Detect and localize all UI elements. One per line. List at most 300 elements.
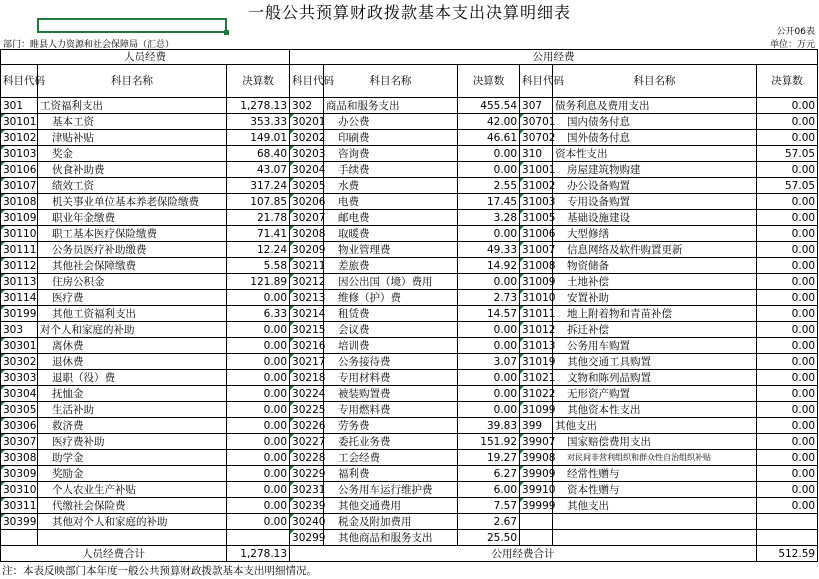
subject-code: 399 xyxy=(520,418,553,434)
amount-value: 0.00 xyxy=(757,418,818,434)
amount-value: 0.00 xyxy=(757,434,818,450)
subject-name: 房屋建筑物购建 xyxy=(553,162,757,178)
subject-name: 其他支出 xyxy=(553,418,757,434)
subject-name: 资本性赠与 xyxy=(553,482,757,498)
subject-code: 30299 xyxy=(290,530,324,546)
amount-value: 6.27 xyxy=(458,466,520,482)
subject-code: 307 xyxy=(520,98,553,114)
amount-value: 57.05 xyxy=(757,146,818,162)
subject-name: 奖金 xyxy=(38,146,227,162)
subject-code: 30101 xyxy=(1,114,38,130)
subject-code: 31009 xyxy=(520,274,553,290)
subject-name: 其他对个人和家庭的补助 xyxy=(38,514,227,530)
amount-value: 0.00 xyxy=(757,194,818,210)
subject-code: 30309 xyxy=(1,466,38,482)
subject-code: 30224 xyxy=(290,386,324,402)
subject-name: 工会经费 xyxy=(324,450,458,466)
subject-name: 对个人和家庭的补助 xyxy=(38,322,227,338)
subject-code: 30239 xyxy=(290,498,324,514)
subject-name: 办公费 xyxy=(324,114,458,130)
subject-code: 30399 xyxy=(1,514,38,530)
unit-label: 单位：万元 xyxy=(769,40,815,50)
subject-name: 职业年金缴费 xyxy=(38,210,227,226)
personnel-group-header: 人员经费 xyxy=(1,50,290,65)
amount-value: 57.05 xyxy=(757,178,818,194)
subject-name: 救济费 xyxy=(38,418,227,434)
subject-code: 31008 xyxy=(520,258,553,274)
subject-name: 印刷费 xyxy=(324,130,458,146)
amount-value: 43.07 xyxy=(227,162,290,178)
subject-code: 31005 xyxy=(520,210,553,226)
subject-name: 邮电费 xyxy=(324,210,458,226)
amount-value: 14.57 xyxy=(458,306,520,322)
table-row xyxy=(1,242,818,258)
amount-value: 0.00 xyxy=(757,466,818,482)
subject-code: 30702 xyxy=(520,130,553,146)
amount-value: 151.92 xyxy=(458,434,520,450)
amount-value: 0.00 xyxy=(227,354,290,370)
subject-name: 其他交通工具购置 xyxy=(553,354,757,370)
subject-name: 职工基本医疗保险缴费 xyxy=(38,226,227,242)
subject-name: 无形资产购置 xyxy=(553,386,757,402)
subject-name: 公务用车购置 xyxy=(553,338,757,354)
subject-name: 离休费 xyxy=(38,338,227,354)
subject-name: 安置补助 xyxy=(553,290,757,306)
amount-value: 5.58 xyxy=(227,258,290,274)
page-title: 一般公共预算财政拨款基本支出决算明细表 xyxy=(247,3,571,22)
subject-name: 拆迁补偿 xyxy=(553,322,757,338)
subject-code: 31011 xyxy=(520,306,553,322)
subject-code: 30214 xyxy=(290,306,324,322)
subject-name: 专用设备购置 xyxy=(553,194,757,210)
subject-code: 30202 xyxy=(290,130,324,146)
amount-value: 0.00 xyxy=(757,354,818,370)
subject-code: 30108 xyxy=(1,194,38,210)
table-row xyxy=(1,210,818,226)
name-header: 科目名称 xyxy=(324,65,458,98)
subject-code: 30308 xyxy=(1,450,38,466)
subject-name: 退职（役）费 xyxy=(38,370,227,386)
table-row xyxy=(1,418,818,434)
subject-name: 物业管理费 xyxy=(324,242,458,258)
table-row xyxy=(1,130,818,146)
subject-name: 培训费 xyxy=(324,338,458,354)
amount-value: 0.00 xyxy=(227,482,290,498)
subject-name: 其他社会保障缴费 xyxy=(38,258,227,274)
amount-value: 0.00 xyxy=(757,98,818,114)
subject-name: 国内债务付息 xyxy=(553,114,757,130)
subject-code: 30307 xyxy=(1,434,38,450)
subject-name: 税金及附加费用 xyxy=(324,514,458,530)
table-row xyxy=(1,306,818,322)
amount-value: 42.00 xyxy=(458,114,520,130)
amount-value: 2.55 xyxy=(458,178,520,194)
subject-name: 助学金 xyxy=(38,450,227,466)
table-row xyxy=(1,258,818,274)
amount-header: 决算数 xyxy=(227,65,290,98)
amount-value: 0.00 xyxy=(227,322,290,338)
selected-cell[interactable] xyxy=(37,18,227,33)
table-row xyxy=(1,370,818,386)
table-row xyxy=(1,274,818,290)
subject-name: 基础设施建设 xyxy=(553,210,757,226)
table-row xyxy=(1,450,818,466)
subject-code: 30113 xyxy=(1,274,38,290)
amount-value: 6.33 xyxy=(227,306,290,322)
public-group-header: 公用经费 xyxy=(290,50,818,65)
subject-name: 专用燃料费 xyxy=(324,402,458,418)
amount-value: 149.01 xyxy=(227,130,290,146)
amount-value: 0.00 xyxy=(757,114,818,130)
subject-code: 30303 xyxy=(1,370,38,386)
table-row xyxy=(1,402,818,418)
subject-code: 30201 xyxy=(290,114,324,130)
amount-value: 0.00 xyxy=(458,370,520,386)
subject-code: 30211 xyxy=(290,258,324,274)
subject-name: 取暖费 xyxy=(324,226,458,242)
amount-value: 17.45 xyxy=(458,194,520,210)
subject-code: 31003 xyxy=(520,194,553,210)
amount-value: 0.00 xyxy=(757,498,818,514)
subject-name: 基本工资 xyxy=(38,114,227,130)
table-row xyxy=(1,338,818,354)
subject-name: 其他支出 xyxy=(553,498,757,514)
subject-code: 31022 xyxy=(520,386,553,402)
amount-value: 0.00 xyxy=(458,322,520,338)
subject-code: 30229 xyxy=(290,466,324,482)
code-header: 科目代码 xyxy=(1,65,38,98)
subject-name: 咨询费 xyxy=(324,146,458,162)
subject-name: 工资福利支出 xyxy=(38,98,227,114)
amount-value: 68.40 xyxy=(227,146,290,162)
code-header: 科目代码 xyxy=(290,65,324,98)
subject-name: 抚恤金 xyxy=(38,386,227,402)
amount-value: 0.00 xyxy=(757,290,818,306)
amount-value xyxy=(227,530,290,546)
subject-code: 31013 xyxy=(520,338,553,354)
subject-code: 30231 xyxy=(290,482,324,498)
subject-code: 30205 xyxy=(290,178,324,194)
subject-code: 30306 xyxy=(1,418,38,434)
subject-code: 30240 xyxy=(290,514,324,530)
amount-value: 46.61 xyxy=(458,130,520,146)
subject-code: 31006 xyxy=(520,226,553,242)
subject-code: 39908 xyxy=(520,450,553,466)
table-row xyxy=(1,498,818,514)
table-row xyxy=(1,178,818,194)
subject-name: 专用材料费 xyxy=(324,370,458,386)
subject-name: 个人农业生产补贴 xyxy=(38,482,227,498)
subject-name: 地上附着物和青苗补偿 xyxy=(553,306,757,322)
amount-value: 0.00 xyxy=(757,242,818,258)
subject-code: 30226 xyxy=(290,418,324,434)
subject-name: 物资储备 xyxy=(553,258,757,274)
amount-value: 25.50 xyxy=(458,530,520,546)
footnote: 注：本表反映部门本年度一般公共预算财政拨款基本支出明细情况。 xyxy=(2,565,317,577)
amount-value: 0.00 xyxy=(227,370,290,386)
subject-name: 租赁费 xyxy=(324,306,458,322)
amount-value: 317.24 xyxy=(227,178,290,194)
amount-value: 21.78 xyxy=(227,210,290,226)
subject-code: 30701 xyxy=(520,114,553,130)
amount-value: 0.00 xyxy=(757,338,818,354)
table-row xyxy=(1,466,818,482)
subject-code xyxy=(1,530,38,546)
form-code: 公开06表 xyxy=(776,27,815,37)
subject-code: 30103 xyxy=(1,146,38,162)
subject-name: 办公设备购置 xyxy=(553,178,757,194)
amount-value: 2.73 xyxy=(458,290,520,306)
subject-code: 30109 xyxy=(1,210,38,226)
subject-code: 30114 xyxy=(1,290,38,306)
subject-name: 公务员医疗补助缴费 xyxy=(38,242,227,258)
subject-code: 30301 xyxy=(1,338,38,354)
subject-code: 30199 xyxy=(1,306,38,322)
amount-value: 3.07 xyxy=(458,354,520,370)
subject-name: 医疗费补助 xyxy=(38,434,227,450)
subject-name: 委托业务费 xyxy=(324,434,458,450)
amount-value: 3.28 xyxy=(458,210,520,226)
amount-value: 0.00 xyxy=(227,338,290,354)
subject-name: 差旅费 xyxy=(324,258,458,274)
amount-value: 0.00 xyxy=(227,402,290,418)
subject-code: 31019 xyxy=(520,354,553,370)
subject-name: 公务接待费 xyxy=(324,354,458,370)
table-row xyxy=(1,226,818,242)
amount-value: 0.00 xyxy=(757,402,818,418)
subject-code: 302 xyxy=(290,98,324,114)
subject-name: 国家赔偿费用支出 xyxy=(553,434,757,450)
totals-row xyxy=(1,546,818,562)
subject-code: 30213 xyxy=(290,290,324,306)
name-header: 科目名称 xyxy=(38,65,227,98)
amount-value: 121.89 xyxy=(227,274,290,290)
amount-value: 0.00 xyxy=(227,466,290,482)
subject-name: 其他交通费用 xyxy=(324,498,458,514)
subject-code: 30302 xyxy=(1,354,38,370)
subject-name: 伙食补助费 xyxy=(38,162,227,178)
amount-value: 0.00 xyxy=(227,450,290,466)
subject-name: 被装购置费 xyxy=(324,386,458,402)
subject-name: 电费 xyxy=(324,194,458,210)
table-row xyxy=(1,354,818,370)
subject-code: 30217 xyxy=(290,354,324,370)
subject-code: 30204 xyxy=(290,162,324,178)
subject-code: 31001 xyxy=(520,162,553,178)
public-total-value: 512.59 xyxy=(757,546,818,562)
subject-name: 津贴补贴 xyxy=(38,130,227,146)
subject-code: 30206 xyxy=(290,194,324,210)
table-row xyxy=(1,146,818,162)
subject-code: 30110 xyxy=(1,226,38,242)
amount-value: 0.00 xyxy=(757,226,818,242)
subject-code: 303 xyxy=(1,322,38,338)
subject-name: 劳务费 xyxy=(324,418,458,434)
subject-code: 31007 xyxy=(520,242,553,258)
table-row xyxy=(1,482,818,498)
amount-value: 0.00 xyxy=(757,450,818,466)
amount-value: 71.41 xyxy=(227,226,290,242)
subject-name: 福利费 xyxy=(324,466,458,482)
amount-value xyxy=(757,514,818,530)
table-row xyxy=(1,434,818,450)
amount-value: 0.00 xyxy=(227,514,290,530)
subject-name xyxy=(553,530,757,546)
subject-code: 30212 xyxy=(290,274,324,290)
amount-value: 49.33 xyxy=(458,242,520,258)
amount-value: 0.00 xyxy=(757,130,818,146)
subject-name: 公务用车运行维护费 xyxy=(324,482,458,498)
amount-value: 0.00 xyxy=(757,482,818,498)
department-label: 部门：睢县人力资源和社会保障局（汇总） xyxy=(3,40,175,50)
subject-code: 39910 xyxy=(520,482,553,498)
subject-name: 维修（护）费 xyxy=(324,290,458,306)
amount-value xyxy=(757,530,818,546)
group-header-row xyxy=(1,50,818,65)
subject-name: 因公出国（境）费用 xyxy=(324,274,458,290)
subject-code: 30228 xyxy=(290,450,324,466)
amount-value: 455.54 xyxy=(458,98,520,114)
name-header: 科目名称 xyxy=(553,65,757,98)
subject-name: 经常性赠与 xyxy=(553,466,757,482)
table-row xyxy=(1,386,818,402)
amount-value: 0.00 xyxy=(458,386,520,402)
amount-value: 0.00 xyxy=(458,274,520,290)
subject-name: 其他工资福利支出 xyxy=(38,306,227,322)
table-row xyxy=(1,162,818,178)
subject-name: 机关事业单位基本养老保险缴费 xyxy=(38,194,227,210)
amount-value: 0.00 xyxy=(757,306,818,322)
amount-value: 0.00 xyxy=(458,226,520,242)
code-header: 科目代码 xyxy=(520,65,553,98)
amount-value: 0.00 xyxy=(458,162,520,178)
subject-name: 资本性支出 xyxy=(553,146,757,162)
table-row xyxy=(1,514,818,530)
amount-value: 0.00 xyxy=(458,146,520,162)
subject-name xyxy=(38,530,227,546)
subject-name: 代缴社会保险费 xyxy=(38,498,227,514)
subject-name: 会议费 xyxy=(324,322,458,338)
amount-header: 决算数 xyxy=(458,65,520,98)
amount-value: 0.00 xyxy=(757,210,818,226)
amount-value: 0.00 xyxy=(458,338,520,354)
subject-name: 手续费 xyxy=(324,162,458,178)
amount-value: 0.00 xyxy=(757,274,818,290)
table-row xyxy=(1,194,818,210)
table-row xyxy=(1,290,818,306)
subject-name: 商品和服务支出 xyxy=(324,98,458,114)
subject-code: 31002 xyxy=(520,178,553,194)
subject-code: 39907 xyxy=(520,434,553,450)
subject-code: 30216 xyxy=(290,338,324,354)
amount-value: 1,278.13 xyxy=(227,98,290,114)
subject-name: 债务利息及费用支出 xyxy=(553,98,757,114)
subject-code: 30225 xyxy=(290,402,324,418)
amount-value: 19.27 xyxy=(458,450,520,466)
subject-code: 30107 xyxy=(1,178,38,194)
subject-code: 31021 xyxy=(520,370,553,386)
subject-code: 31012 xyxy=(520,322,553,338)
amount-value: 107.85 xyxy=(227,194,290,210)
personnel-total-value: 1,278.13 xyxy=(227,546,290,562)
expenditure-table xyxy=(0,49,818,562)
subject-name: 土地补偿 xyxy=(553,274,757,290)
public-total-label: 公用经费合计 xyxy=(290,546,757,562)
subject-code xyxy=(520,514,553,530)
subject-name: 退休费 xyxy=(38,354,227,370)
amount-value: 12.24 xyxy=(227,242,290,258)
subject-code: 30209 xyxy=(290,242,324,258)
fill-handle[interactable] xyxy=(224,30,229,35)
personnel-total-label: 人员经费合计 xyxy=(1,546,227,562)
table-row xyxy=(1,114,818,130)
column-header-row xyxy=(1,65,818,98)
amount-value: 0.00 xyxy=(757,370,818,386)
amount-value: 0.00 xyxy=(227,498,290,514)
subject-name: 其他资本性支出 xyxy=(553,402,757,418)
subject-name: 生活补助 xyxy=(38,402,227,418)
subject-code: 30208 xyxy=(290,226,324,242)
subject-code: 31010 xyxy=(520,290,553,306)
amount-value: 0.00 xyxy=(227,418,290,434)
subject-name: 大型修缮 xyxy=(553,226,757,242)
subject-name: 绩效工资 xyxy=(38,178,227,194)
subject-code: 30215 xyxy=(290,322,324,338)
subject-code: 39999 xyxy=(520,498,553,514)
subject-code xyxy=(520,530,553,546)
amount-value: 7.57 xyxy=(458,498,520,514)
subject-name: 奖励金 xyxy=(38,466,227,482)
table-row xyxy=(1,322,818,338)
subject-name: 信息网络及软件购置更新 xyxy=(553,242,757,258)
subject-name: 医疗费 xyxy=(38,290,227,306)
subject-code: 30227 xyxy=(290,434,324,450)
amount-value: 39.83 xyxy=(458,418,520,434)
subject-name: 文物和陈列品购置 xyxy=(553,370,757,386)
amount-value: 0.00 xyxy=(227,434,290,450)
subject-name: 国外债务付息 xyxy=(553,130,757,146)
subject-code: 30112 xyxy=(1,258,38,274)
subject-code: 30304 xyxy=(1,386,38,402)
amount-value: 353.33 xyxy=(227,114,290,130)
amount-value: 0.00 xyxy=(757,258,818,274)
amount-value: 0.00 xyxy=(227,386,290,402)
subject-name xyxy=(553,514,757,530)
table-row xyxy=(1,98,818,114)
subject-name: 对民间非营利组织和群众性自治组织补贴 xyxy=(553,450,757,466)
amount-value: 14.92 xyxy=(458,258,520,274)
subject-code: 30207 xyxy=(290,210,324,226)
subject-code: 30310 xyxy=(1,482,38,498)
amount-value: 0.00 xyxy=(757,162,818,178)
table-row xyxy=(1,530,818,546)
subject-name: 其他商品和服务支出 xyxy=(324,530,458,546)
subject-code: 301 xyxy=(1,98,38,114)
subject-code: 310 xyxy=(520,146,553,162)
subject-code: 30106 xyxy=(1,162,38,178)
subject-code: 30203 xyxy=(290,146,324,162)
subject-code: 30111 xyxy=(1,242,38,258)
subject-code: 30311 xyxy=(1,498,38,514)
subject-name: 水费 xyxy=(324,178,458,194)
amount-value: 0.00 xyxy=(757,322,818,338)
amount-value: 0.00 xyxy=(227,290,290,306)
subject-name: 住房公积金 xyxy=(38,274,227,290)
subject-code: 39909 xyxy=(520,466,553,482)
amount-value: 0.00 xyxy=(757,386,818,402)
amount-value: 2.67 xyxy=(458,514,520,530)
subject-code: 30218 xyxy=(290,370,324,386)
